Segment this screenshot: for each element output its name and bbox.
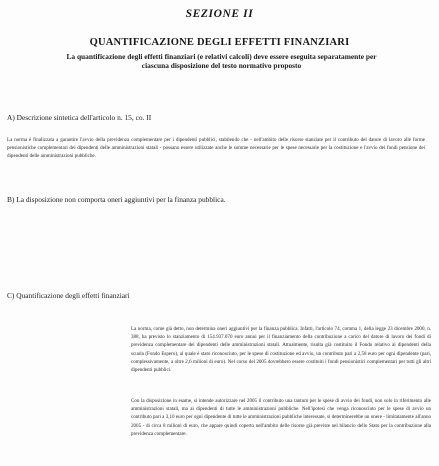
paragraph-text: Con la disposizione in esame, si intende autorizzare nel 2005 il contributo una tantum per le spese di avvio dei fondi, non solo in riferimento alle amministrazioni statali, ma ai dipendenti di tutte le amministrazioni pubbliche. Nell'ipotesi che venga riconosciuto per le spese di avvio un contributo pari a 3,10 euro per ogni dipendente di tutte le amministrazioni pubbliche interessate, si determinerebbe un onere - limitatamente all'anno 2005 - di circa 8 milioni di euro, che appare quindi coperto nell'ambito delle risorse già previste nel bilancio dello Stato per la contribuzione alla previdenza complementare. xyxy=(131,398,431,437)
section-title: SEZIONE II xyxy=(185,8,254,20)
subtitle-line: ciascuna disposizione del testo normativo proposto xyxy=(141,61,302,70)
page-subtitle xyxy=(14,52,429,70)
section-c-paragraph-2 xyxy=(131,397,431,438)
page-title: QUANTIFICAZIONE DEGLI EFFETTI FINANZIARI xyxy=(89,37,350,48)
subtitle-line: La quantificazione degli effetti finanziari (e relativi calcoli) deve essere eseguita separatamente per xyxy=(66,52,377,61)
section-b-heading: B) La disposizione non comporta oneri aggiuntivi per la finanza pubblica. xyxy=(7,195,226,204)
paragraph-text: La norma è finalizzata a garantire l'avvio della previdenza complementare per i dipendenti pubblici, stabilendo che - nell'ambito delle risorse stanziate per il contributo del datore di lavoro alle forme pensionistiche complementari dei dipendenti delle amministrazioni statali - possano essere utilizzate anche le somme necessarie per le spese necessarie per la costituzione e l'avvio dei fondi pensione dei dipendenti delle amministrazioni pubbliche. xyxy=(7,137,425,160)
section-c-heading: C) Quantificazione degli effetti finanziari xyxy=(7,291,130,300)
section-a-heading: A) Descrizione sintetica dell'articolo n. 15, co. II xyxy=(7,113,152,122)
section-c-paragraph-1 xyxy=(131,325,431,374)
paragraph-text: La norma, come già detto, non determina oneri aggiuntivi per la finanza pubblica. Infatti, l'articolo 74, comma 1, della legge 23 dicembre 2000, n. 388, ha previsto lo stanziamento di 154.937.070 euro annui per il finanziamento della contribuzione a carico del datore di lavoro dei fondi di previdenza complementare dei dipendenti delle amministrazioni statali. Attualmente, risulta già costituito il Fondo relativo ai dipendenti della scuola (Fondo Espero), al quale è stato riconosciuto, per le spese di costituzione ed avvio, un contributo pari a 2,58 euro per ogni dipendente (pari, complessivamente, a oltre 2,6 milioni di euro). Nel corso del 2005 dovrebbero essere costituiti i fondi pensionistici complementari per tutti gli altri dipendenti pubblici. xyxy=(131,326,431,374)
section-a-paragraph xyxy=(7,136,425,161)
